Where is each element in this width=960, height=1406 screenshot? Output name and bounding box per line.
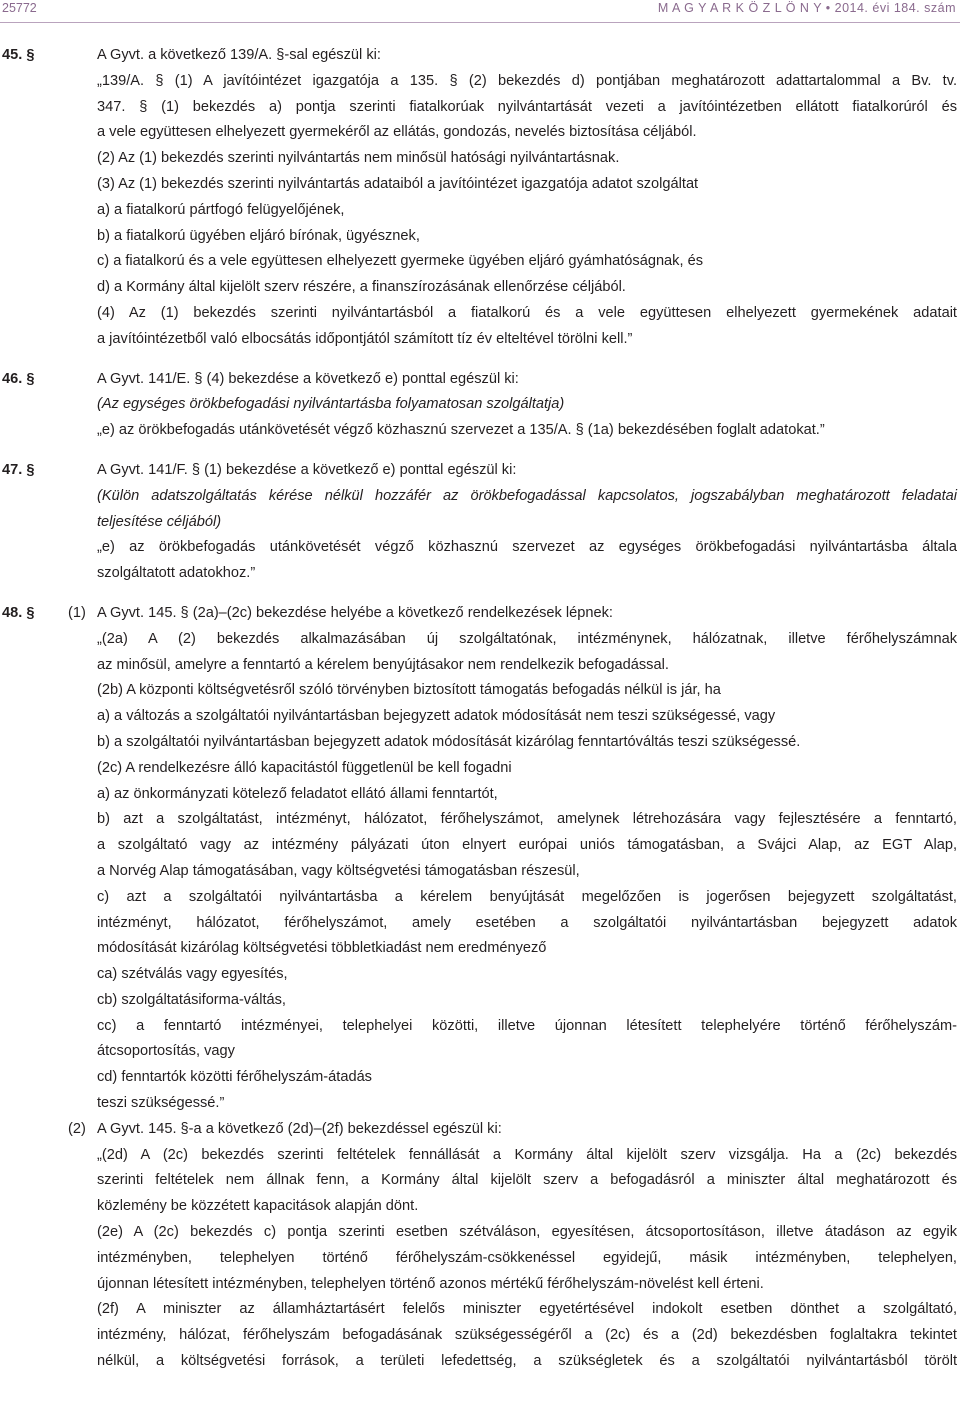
section-46 (0, 367, 960, 444)
section-number: 46. § (2, 370, 35, 387)
text-line: b) azt a szolgáltatást, intézményt, hálózatot, férőhelyszámot, amelynek létrehozására vagy fejlesztésére a fenntartó, (97, 811, 957, 828)
section-45 (0, 43, 960, 353)
text-line: (2f) A miniszter az államháztartásért felelős miniszter egyetértésével indokolt esetben dönthet a szolgáltató, (97, 1301, 957, 1318)
text-line: (Az egységes örökbefogadási nyilvántartásba folyamatosan szolgáltatja) (97, 396, 565, 413)
text-line: (2) Az (1) bekezdés szerinti nyilvántartás nem minősül hatósági nyilvántartásnak. (97, 150, 620, 167)
text-line: c) a fiatalkorú és a vele együttesen elhelyezett gyermeke ügyében eljáró gyámhatóságnak, és (97, 253, 703, 270)
text-line: teljesítése céljából) (97, 513, 222, 530)
subsection-2 (0, 1117, 960, 1375)
subsection-text (97, 601, 957, 1117)
text-line: a szolgáltató vagy az intézmény pályázati úton elnyert európai uniós támogatásban, a Svájci Alap, az EGT Alap, (97, 837, 957, 854)
subsection-text (97, 1117, 957, 1375)
text-line: ca) szétválás vagy egyesítés, (97, 966, 288, 983)
header-divider (0, 22, 960, 23)
text-line: szolgáltatott adatokhoz.” (97, 565, 256, 582)
text-line: a javítóintézetből való elbocsátás időpontjától számított tíz év elteltével törölni kell.” (97, 330, 633, 347)
text-line: „(2a) A (2) bekezdés alkalmazásában új szolgáltatónak, intézménynek, hálózatnak, illetve férőhelyszámnak (97, 630, 957, 647)
document-body (0, 43, 960, 1375)
text-line: (Külön adatszolgáltatás kérése nélkül hozzáfér az örökbefogadással kapcsolatos, jogszabályban meghatározott feladatai (97, 487, 957, 504)
text-line: (2e) A (2c) bekezdés c) pontja szerinti esetben szétváláson, egyesítésen, átcsoportosításon, illetve átadáson az egyik (97, 1224, 957, 1241)
section-number: 47. § (2, 461, 35, 478)
text-line: módosítását kizárólag költségvetési többletkiadást nem eredményező (97, 940, 547, 957)
text-line: „139/A. § (1) A javítóintézet igazgatója a 135. § (2) bekezdés d) pontjában meghatározott adattartalommal a Bv. tv. (97, 72, 957, 89)
text-line: az minősül, amelyre a fenntartó a kérelem benyújtásakor nem rendelkezik befogadással. (97, 656, 669, 673)
text-line: (4) Az (1) bekezdés szerinti nyilvántartásból a fiatalkorú és a vele együttesen elhelyezett gyermekének adatait (97, 304, 957, 321)
text-line: „e) az örökbefogadás utánkövetését végző közhasznú szervezet a 135/A. § (1a) bekezdésében foglalt adatokat.” (97, 422, 825, 439)
text-line: „e) az örökbefogadás utánkövetését végző közhasznú szervezet az egységes örökbefogadási nyilvántartásba általa (97, 539, 957, 556)
text-line: intézmény, hálózat, férőhelyszám befogadásának szükségességéről a (2c) és a (2d) bekezdésben foglaltakra tekintet (97, 1327, 957, 1344)
text-line: a) a változás a szolgáltatói nyilvántartásban bejegyzett adatok módosítását nem teszi szükségessé, vagy (97, 708, 776, 725)
text-line: A Gyvt. 145. § (2a)–(2c) bekezdése helyébe a következő rendelkezések lépnek: (97, 604, 613, 621)
section-number: 45. § (2, 47, 35, 63)
text-line: A Gyvt. 145. §-a a következő (2d)–(2f) bekezdéssel egészül ki: (97, 1120, 502, 1137)
text-line: b) a fiatalkorú ügyében eljáró bírónak, ügyésznek, (97, 227, 420, 244)
text-line: intézményt, hálózatot, férőhelyszámot, amely esetében a szolgáltatói nyilvántartásban bejegyzett adatok (97, 914, 957, 931)
subsection-number: (1) (68, 604, 86, 621)
text-line: újonnan létesített intézményben, telephelyen történő azonos mértékű férőhelyszám-növelést kell érteni. (97, 1275, 764, 1292)
text-line: (2b) A központi költségvetésről szóló törvényben biztosított támogatás befogadás nélkül is jár, ha (97, 682, 721, 699)
text-line: intézményben, telephelyen történő férőhelyszám-csökkenéssel egyidejű, másik intézményben, telephelyen, (97, 1249, 957, 1266)
text-line: közlemény be közzétett kapacitások alapján dönt. (97, 1198, 419, 1215)
text-line: (2c) A rendelkezésre álló kapacitástól függetlenül be kell fogadni (97, 759, 512, 776)
text-line: a vele együttesen elhelyezett gyermekéről az ellátás, gondozás, nevelés biztosítása céljából. (97, 124, 697, 141)
text-line: nélkül, a költségvetési források, a területi lefedettség, a szükségletek és a szolgáltatói nyilvántartásból törölt (97, 1353, 957, 1370)
page-header (0, 0, 960, 22)
text-line: d) a Kormány által kijelölt szerv részére, a finanszírozásának ellenőrzése céljából. (97, 279, 626, 296)
section-text (97, 458, 957, 587)
text-line: a) az önkormányzati kötelező feladatot ellátó állami fenntartót, (97, 785, 498, 802)
text-line: a) a fiatalkorú pártfogó felügyelőjének, (97, 201, 345, 218)
text-line: A Gyvt. 141/E. § (4) bekezdése a következő e) ponttal egészül ki: (97, 370, 519, 387)
text-line: c) azt a szolgáltatói nyilvántartásba a kérelem benyújtását megelőzően is jogerősen bejegyzett szolgáltatást, (97, 888, 957, 905)
text-line: teszi szükségessé.” (97, 1095, 225, 1112)
section-text (97, 43, 957, 353)
publication-title: M A G Y A R K Ö Z L Ö N Y • 2014. évi 184. szám (657, 1, 956, 15)
text-line: (3) Az (1) bekezdés szerinti nyilvántartás adataiból a javítóintézet igazgatója adatot szolgáltat (97, 175, 699, 192)
subsection-1 (0, 601, 960, 1117)
page-number: 25772 (2, 1, 37, 15)
text-line: A Gyvt. a következő 139/A. §-sal egészül ki: (97, 47, 381, 63)
section-48 (0, 601, 960, 1375)
text-line: cb) szolgáltatásiforma-váltás, (97, 991, 286, 1008)
section-text (97, 367, 957, 444)
text-line: „(2d) A (2c) bekezdés szerinti feltételek fennállását a Kormány által kijelölt szerv vizsgálja. Ha a (2c) bekezdés (97, 1146, 957, 1163)
text-line: b) a szolgáltatói nyilvántartásban bejegyzett adatok módosítását kizárólag fenntartóváltás teszi szükségessé. (97, 733, 801, 750)
text-line: cc) a fenntartó intézményei, telephelyei közötti, illetve újonnan létesített telephelyére történő férőhelyszám- (97, 1017, 957, 1034)
subsection-number: (2) (68, 1120, 86, 1137)
text-line: A Gyvt. 141/F. § (1) bekezdése a következő e) ponttal egészül ki: (97, 461, 517, 478)
text-line: cd) fenntartók közötti férőhelyszám-átadás (97, 1069, 372, 1086)
text-line: a Norvég Alap támogatásában, vagy költségvetési támogatásban részesül, (97, 862, 580, 879)
section-number: 48. § (2, 604, 35, 621)
text-line: 347. § (1) bekezdés a) pontja szerinti fiatalkorúak nyilvántartását vezeti a javítóintézetben ellátott fiatalkorúról és (97, 98, 957, 115)
section-47 (0, 458, 960, 587)
text-line: átcsoportosítás, vagy (97, 1043, 235, 1060)
text-line: szerinti feltételek nem állnak fenn, a Kormány által kijelölt szerv a befogadásról a miniszter által meghatározott és (97, 1172, 957, 1189)
